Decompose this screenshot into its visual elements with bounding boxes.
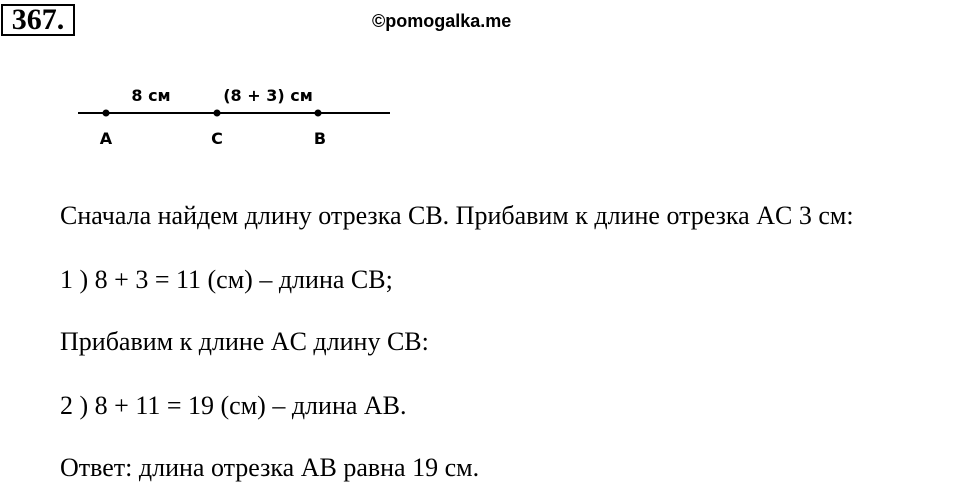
segment-cb-label: (8 + 3) см bbox=[223, 86, 313, 105]
step-2-intro: Прибавим к длине AC длину CB: bbox=[60, 327, 429, 356]
solution-intro: Сначала найдем длину отрезка CB. Прибавим к длине отрезка AC 3 см: bbox=[60, 201, 854, 230]
segment-diagram bbox=[0, 70, 420, 160]
watermark: ©pomogalka.me bbox=[372, 11, 512, 31]
point-a-dot bbox=[103, 110, 110, 117]
answer: Ответ: длина отрезка AB равна 19 см. bbox=[60, 453, 480, 482]
step-1: 1 ) 8 + 3 = 11 (см) – длина CB; bbox=[60, 265, 393, 294]
point-b-dot bbox=[315, 110, 322, 117]
point-a-label: A bbox=[99, 129, 113, 148]
step-2: 2 ) 8 + 11 = 19 (см) – длина AB. bbox=[60, 391, 407, 420]
problem-number: 367. bbox=[1, 4, 75, 36]
point-c-label: C bbox=[211, 129, 223, 148]
point-b-label: B bbox=[313, 129, 327, 148]
point-c-dot bbox=[214, 110, 221, 117]
segment-ac-label: 8 см bbox=[131, 86, 171, 105]
